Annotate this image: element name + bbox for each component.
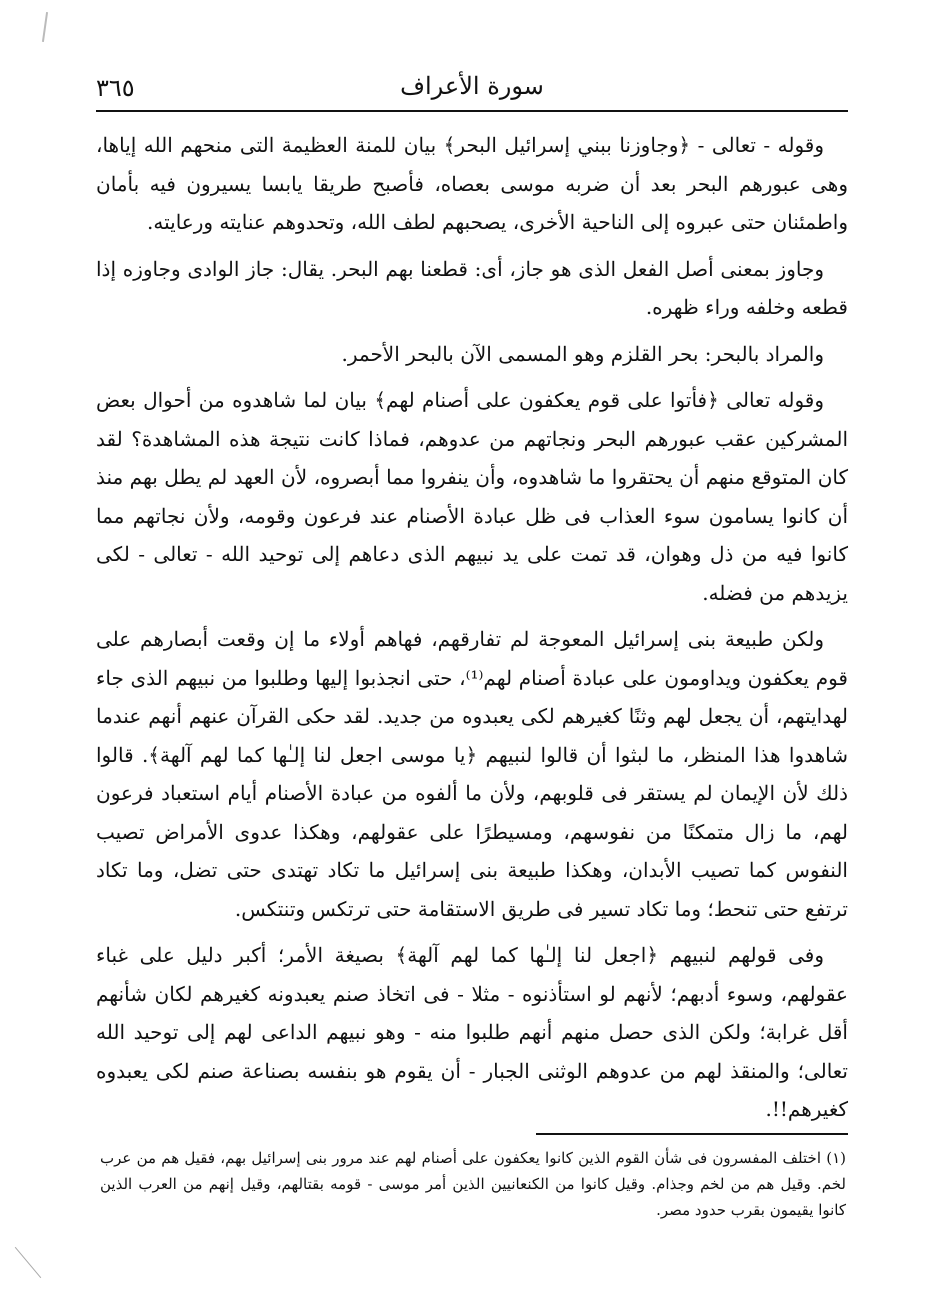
paragraph: وقوله - تعالى - ﴿وجاوزنا ببني إسرائيل البحر﴾ بيان للمنة العظيمة التى منحهم الله إياها، وهى عبورهم البحر بعد أن ضربه موسى بعصاه، فأصبح طريقا يابسا يسيرون فيه بأمان واطمئنان حتى عبروه إلى الناحية الأخرى، يصحبهم لطف الله، وتحدوهم عنايته ورعايته. (96, 133, 849, 234)
surah-title: سورة الأعراف (400, 72, 544, 100)
paragraph: وقوله تعالى ﴿فأتوا على قوم يعكفون على أصنام لهم﴾ بيان لما شاهدوه من أحوال بعض المشركين عقب عبورهم البحر ونجاتهم من عدوهم، فماذا كانت نتيجة هذه المشاهدة؟ لقد كان المتوقع منهم أن يحتقروا ما شاهدوه، وأن ينفروا مما أبصروه، لأن العهد لم يطل بهم منذ أن كانوا يسامون سوء العذاب فى ظل عبادة الأصنام عند فرعون وقومه، ولأن نجاتهم مما كانوا فيه من ذل وهوان، قد تمت على يد نبيهم الذى دعاهم إلى توحيد الله - تعالى - لكى يزيدهم من فضله. (96, 388, 848, 605)
scan-mark (42, 12, 48, 42)
paragraph: وجاوز بمعنى أصل الفعل الذى هو جاز، أى: قطعنا بهم البحر. يقال: جاز الوادى وجاوزه إذا قطعه وخلفه وراء ظهره. (96, 256, 848, 319)
paragraph: والمراد بالبحر: بحر القلزم وهو المسمى الآن بالبحر الأحمر. (341, 341, 824, 366)
paragraph: وفى قولهم لنبيهم ﴿اجعل لنا إلـٰها كما لهم آلهة﴾ بصيغة الأمر؛ أكبر دليل على غباء عقولهم، وسوء أدبهم؛ لأنهم لو استأذنوه - مثلا - فى اتخاذ صنم يعبدونه كغيرهم لكان شأنهم أقل غرابة؛ ولكن الذى حصل منهم أنهم طلبوا منه - وهو نبيهم الداعى لهم إلى توحيد الله تعالى؛ والمنقذ لهم من عدوهم الوثنى الجبار - أن يقوم هو بنفسه بصناعة صنم لكى يعبدوه كغيرهم!!. (96, 943, 848, 1121)
header-divider (96, 110, 848, 112)
scan-mark-corner (15, 1247, 41, 1278)
page-number: ٣٦٥ (96, 74, 135, 102)
main-text (96, 126, 848, 1137)
footnote-divider (536, 1133, 848, 1135)
paragraph: ولكن طبيعة بنى إسرائيل المعوجة لم تفارقهم، فهاهم أولاء ما إن وقعت أبصارهم على قوم يعكفون ويداومون على عبادة أصنام لهم⁽¹⁾، حتى انجذبوا إليها وطلبوا من نبيهم الذى جاء لهدايتهم، أن يجعل لهم وثنًا كغيرهم لكى يعبدوه من جديد. لقد حكى القرآن عنهم أنهم عندما شاهدوا هذا المنظر، ما لبثوا أن قالوا لنبيهم ﴿يا موسى اجعل لنا إلـٰها كما لهم آلهة﴾. قالوا ذلك لأن الإيمان لم يستقر فى قلوبهم، ولأن ما ألفوه من عبادة الأصنام أيام استعباد فرعون لهم، ما زال متمكنًا من نفوسهم، ومسيطرًا على عقولهم، وهكذا عدوى الأمراض تصيب النفوس كما تصيب الأبدان، وهكذا طبيعة بنى إسرائيل ما تكاد تهتدى حتى تضل، وما تكاد ترتفع حتى تنحط؛ وما تكاد تسير فى طريق الاستقامة حتى ترتكس وتنتكس. (96, 627, 848, 921)
footnote-1: (١) اختلف المفسرون فى شأن القوم الذين كانوا يعكفون على أصنام لهم عند مرور بنى إسرائيل بهم، فقيل هم من عرب لخم. وقيل هم من لخم وجذام. وقيل كانوا من الكنعانيين الذين أمر موسى - قومه بقتالهم، وقيل إنهم من العرب الذين كانوا يقيمون بقرب حدود مصر. (100, 1149, 846, 1219)
page-header (96, 70, 848, 110)
footnotes (100, 1145, 846, 1223)
